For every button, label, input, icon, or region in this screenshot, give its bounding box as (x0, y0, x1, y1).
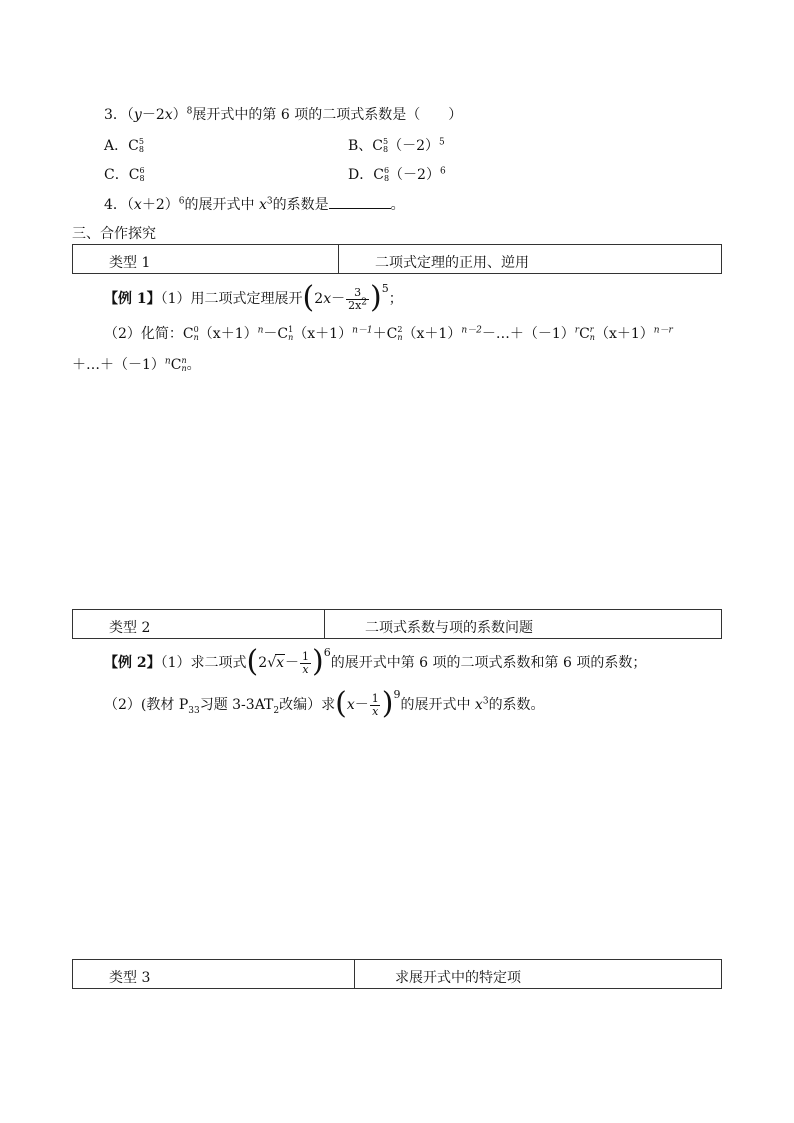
sub: n (181, 364, 187, 373)
fraction-denominator (346, 296, 369, 312)
sup: 2 (397, 325, 403, 334)
punct: ； (388, 291, 403, 307)
sup: n (181, 356, 187, 365)
option-a (104, 136, 144, 156)
sqrt-sign: √ (267, 655, 277, 671)
subscript: 33 (188, 705, 200, 716)
sqrt-body: x (276, 655, 285, 671)
sup: r (589, 325, 594, 334)
type-title: 二项式系数与项的系数问题 (365, 620, 533, 636)
combination-sup: 5 (138, 137, 144, 146)
option-d (348, 165, 446, 185)
question-3 (104, 105, 462, 125)
right-paren: ) (381, 686, 394, 721)
denominator-text: 2x (348, 298, 362, 312)
sup: 1 (288, 325, 294, 334)
term: －2 (141, 107, 165, 123)
exponent: 6 (178, 196, 185, 207)
sub: n (288, 333, 294, 342)
example-1-part-1 (104, 281, 403, 317)
option-label: C．C (104, 167, 140, 183)
combination-sub: 8 (383, 145, 389, 154)
type-2-title-cell (325, 610, 721, 638)
question-text: 的展开式中 (184, 197, 259, 213)
example-text: （2）(教材 P (104, 697, 189, 713)
subscript: 2 (273, 705, 280, 716)
answer-blank[interactable] (329, 194, 391, 209)
option-label: A．C (104, 138, 139, 154)
sup: 0 (193, 325, 199, 334)
example-text: 改编）求 (279, 697, 336, 713)
exponent: 2 (361, 296, 368, 307)
term: ＋2） (141, 197, 179, 213)
c: C (170, 357, 182, 373)
option-b (348, 136, 445, 156)
question-text: 展开式中的第 6 项的二项式系数是（ ） (192, 107, 463, 123)
option-term: （－2） (389, 167, 440, 183)
exponent: n－r (653, 325, 673, 336)
var-x: x (164, 107, 173, 123)
type-3-title-cell (355, 960, 721, 988)
example-2-part-2 (104, 687, 545, 723)
var-x: x (346, 697, 355, 713)
coef: 2 (314, 291, 324, 307)
c: C (182, 326, 194, 342)
paren: （ (126, 107, 134, 123)
punct: 。 (186, 357, 201, 373)
c: －C (263, 326, 289, 342)
var-x: x (258, 197, 267, 213)
fraction (346, 287, 369, 312)
exponent: 5 (381, 282, 389, 295)
minus: － (331, 291, 346, 307)
exponent: 3 (482, 696, 489, 707)
sub: n (397, 333, 403, 342)
exponent: n－1 (352, 325, 373, 336)
exponent: n－2 (461, 325, 482, 336)
fraction (370, 693, 381, 718)
type-2-label-cell (73, 610, 325, 638)
term: ＋…＋（－1） (72, 357, 165, 373)
exponent: 6 (439, 166, 446, 177)
right-paren: ) (370, 280, 382, 315)
type-title: 求展开式中的特定项 (395, 970, 521, 986)
exponent: r (574, 325, 580, 336)
exponent: 3 (266, 196, 273, 207)
exponent: 8 (186, 106, 193, 117)
exponent: n (257, 325, 264, 336)
fraction-numerator: 3 (354, 285, 362, 299)
term: （x＋1） (594, 326, 654, 342)
exponent: 6 (323, 646, 331, 659)
example-label: 【例 2】 (104, 655, 161, 671)
section-heading: 三、合作探究 (72, 226, 156, 242)
question-4 (104, 194, 405, 215)
left-paren: ( (246, 644, 259, 679)
exponent: n (164, 356, 171, 367)
type-3-table (72, 959, 722, 989)
fraction-numerator: 1 (371, 691, 379, 705)
example-1-part-2-cont (72, 355, 201, 375)
option-label: D．C (348, 167, 384, 183)
term: （x＋1） (293, 326, 353, 342)
type-1-title-cell (339, 245, 721, 273)
example-text: （2）化简： (104, 326, 183, 342)
c: C (579, 326, 590, 342)
combination-sup: 6 (139, 166, 145, 175)
type-label: 类型 1 (109, 255, 151, 271)
combination-sub: 8 (383, 174, 390, 183)
exponent: 9 (393, 688, 401, 701)
type-3-label-cell (73, 960, 355, 988)
minus: － (354, 697, 369, 713)
term: （x＋1） (198, 326, 258, 342)
type-label: 类型 3 (109, 970, 151, 986)
var-x: x (133, 197, 142, 213)
sub: n (589, 333, 595, 342)
type-label: 类型 2 (109, 620, 151, 636)
example-text: 的展开式中第 6 项的二项式系数和第 6 项的系数； (330, 655, 647, 671)
right-paren: ) (312, 644, 324, 679)
var-y: y (133, 107, 142, 123)
paren: （ (126, 197, 134, 213)
paren: ） (172, 107, 187, 123)
question-number: 4． (104, 197, 127, 213)
option-c (104, 165, 145, 185)
example-text: （1）用二项式定理展开 (160, 291, 303, 307)
term: －…＋（－1） (481, 326, 575, 342)
combination-sup: 6 (383, 166, 390, 175)
type-title: 二项式定理的正用、逆用 (375, 255, 529, 271)
combination-sup: 5 (383, 137, 389, 146)
term: （x＋1） (402, 326, 462, 342)
example-text: 习题 3-3AT (199, 697, 274, 713)
example-label: 【例 1】 (104, 291, 161, 307)
example-1-part-2 (104, 324, 673, 344)
fraction-numerator: 1 (302, 649, 310, 663)
sub: n (193, 333, 199, 342)
combination-sub: 8 (139, 174, 145, 183)
fraction-denominator: x (372, 704, 379, 718)
example-text: （1）求二项式 (160, 655, 247, 671)
exponent: 5 (439, 137, 445, 148)
left-paren: ( (335, 686, 347, 721)
combination-sub: 8 (138, 145, 144, 154)
type-2-table (72, 609, 722, 639)
type-1-table (72, 244, 722, 274)
coef: 2 (258, 655, 268, 671)
var-x: x (323, 291, 332, 307)
c: ＋C (372, 326, 398, 342)
example-text: 的展开式中 (400, 697, 475, 713)
var-x: x (474, 697, 483, 713)
left-paren: ( (302, 280, 315, 315)
option-label: B、C (348, 138, 383, 154)
example-2-part-1 (104, 645, 646, 681)
option-term: （－2） (388, 138, 440, 154)
fraction-denominator: x (302, 662, 309, 676)
question-number: 3． (104, 107, 127, 123)
punct: 。 (390, 197, 405, 213)
question-text: 的系数是 (272, 197, 329, 213)
type-1-label-cell (73, 245, 339, 273)
minus: － (285, 655, 300, 671)
example-text: 的系数。 (488, 697, 545, 713)
fraction (300, 651, 311, 676)
